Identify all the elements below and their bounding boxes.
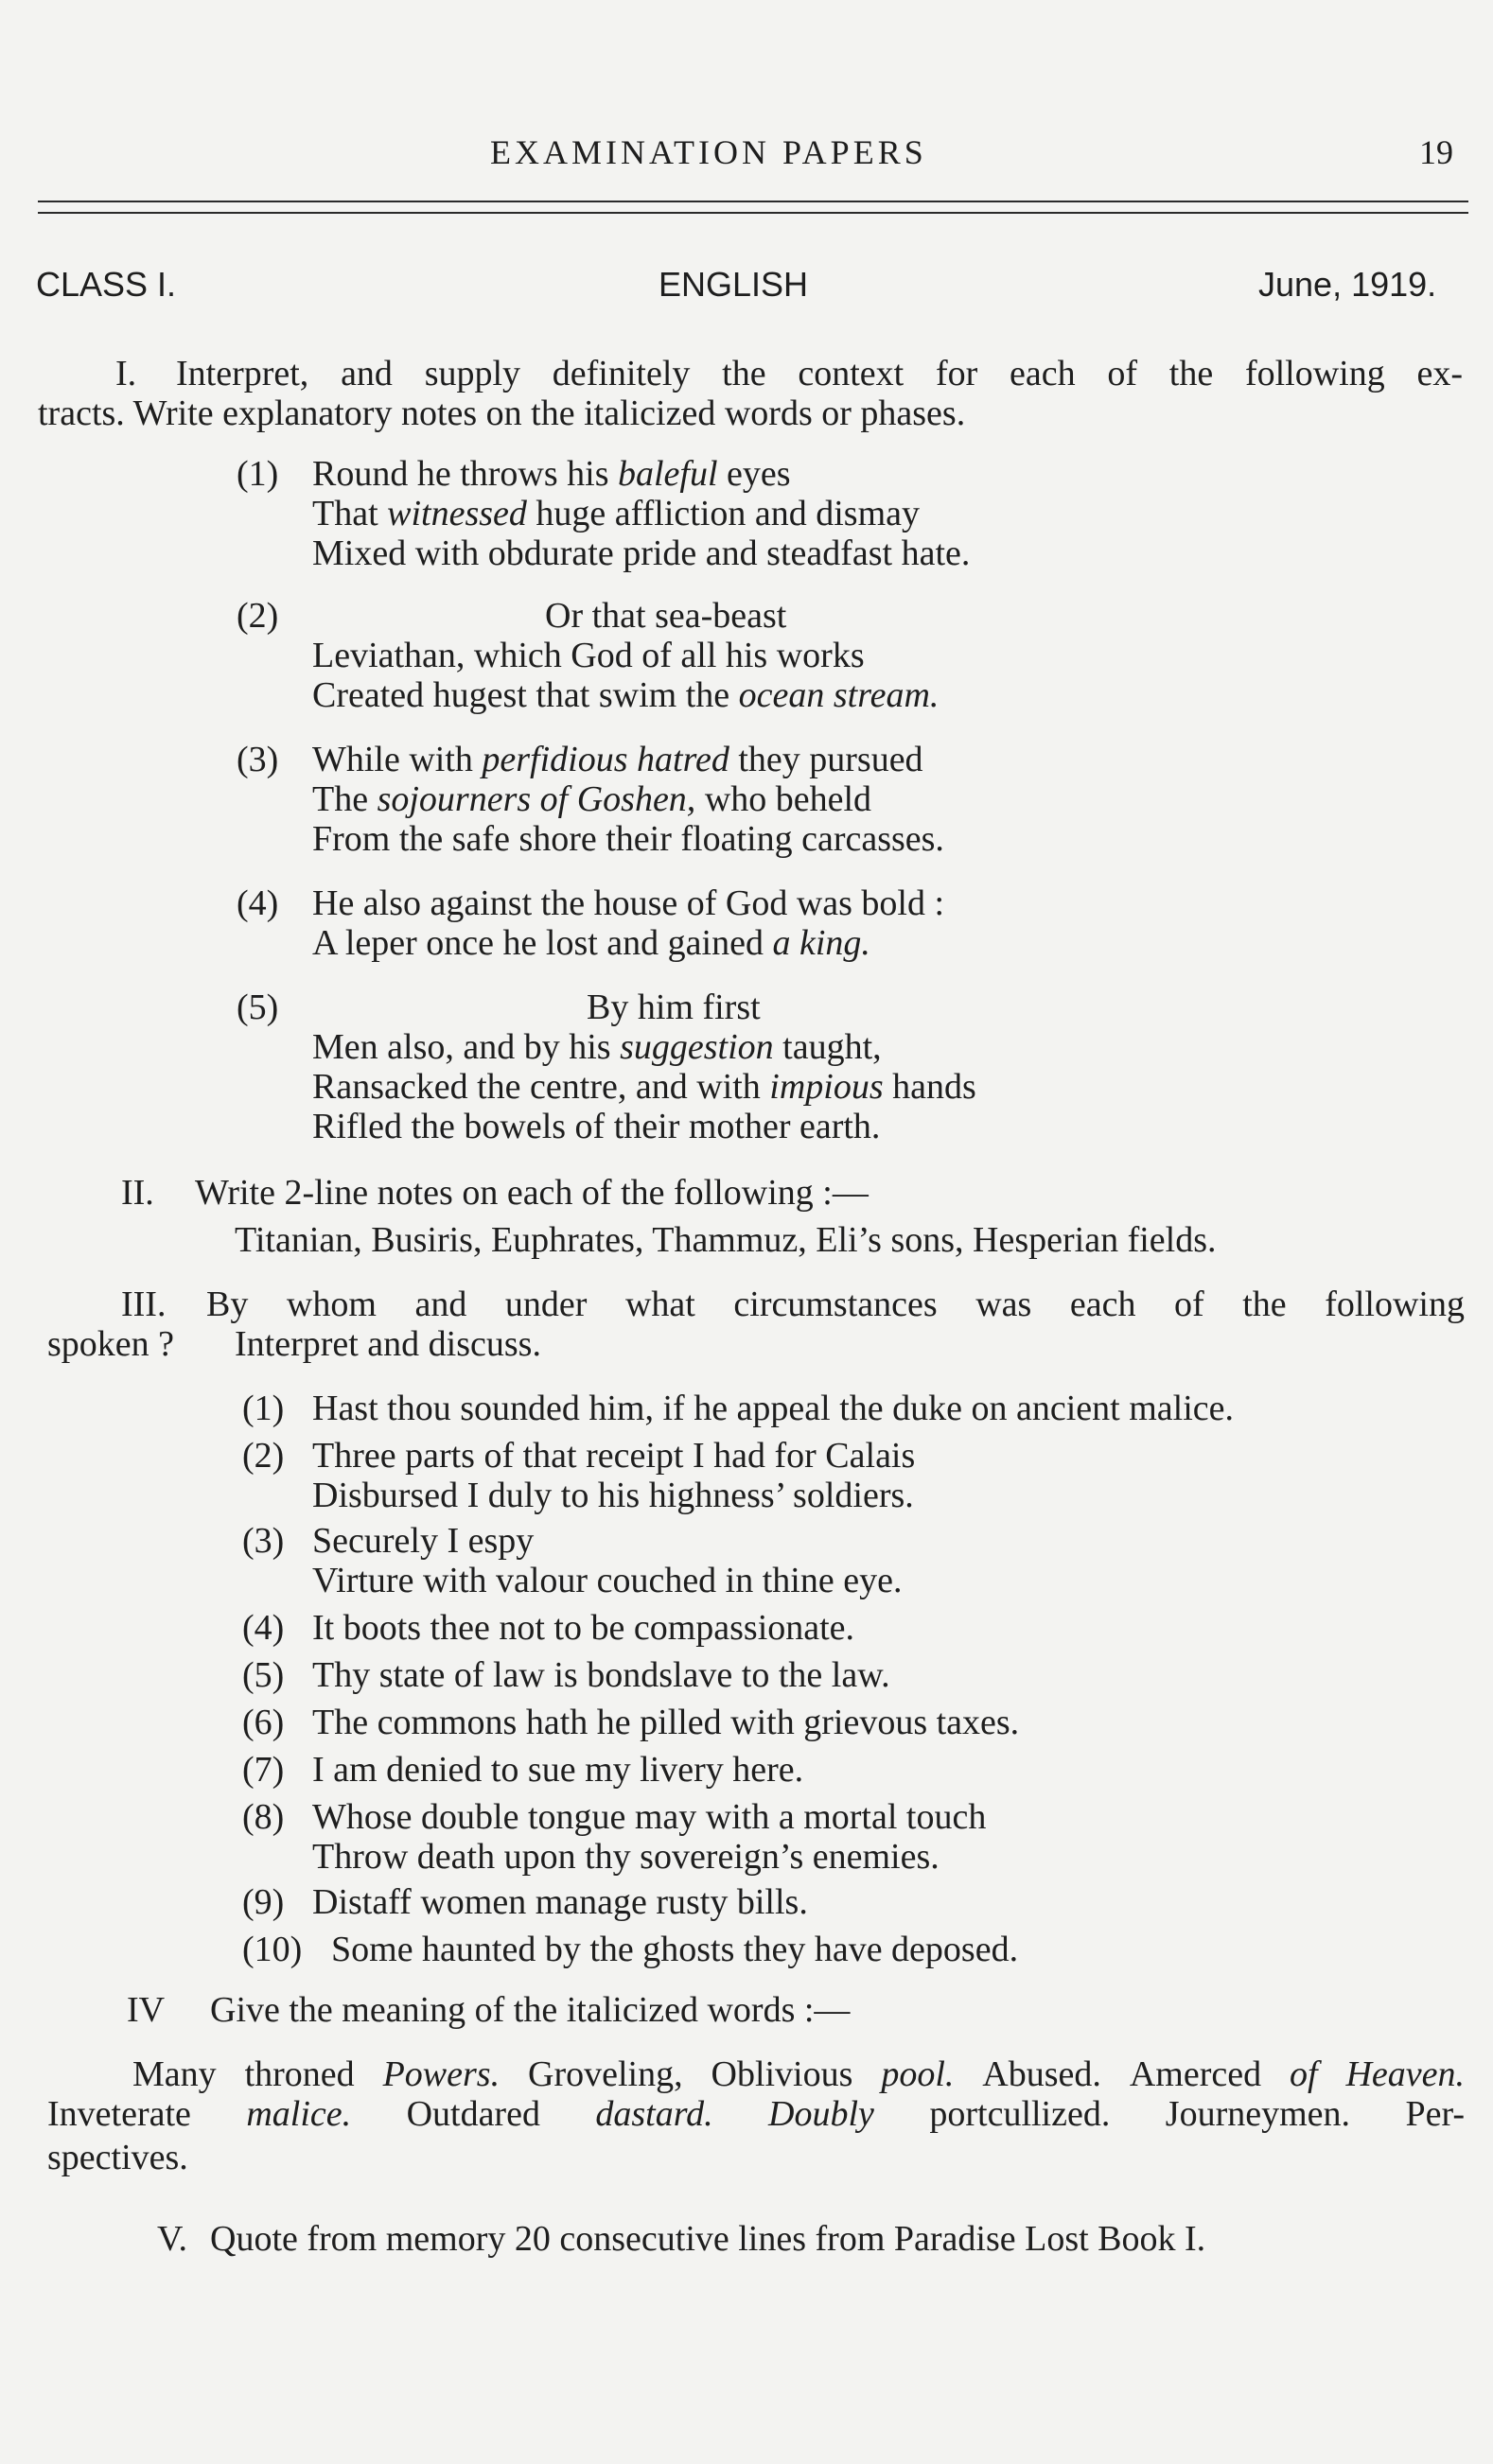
question-text: Interpret and discuss. [235,1324,541,1364]
italic-words-line [132,2054,1465,2094]
line-text: Journeymen. [1165,2094,1351,2134]
class-label: CLASS I. [36,265,177,304]
italic-word [1110,2094,1165,2134]
italic-word [1350,2094,1405,2134]
italic-word: a king. [772,923,870,963]
quoted-line: Distaff women manage rusty bills. [312,1882,808,1922]
question-text: Quote from memory 20 consecutive lines from Paradise Lost Book I. [210,2219,1206,2259]
verse-line [312,494,920,533]
extract-number: (1) [237,454,279,494]
quoted-line: The commons hath he pilled with grievous taxes. [312,1703,1020,1742]
italic-word: sojourners of Goshen, [377,779,696,819]
line-text: Inveterate [47,2094,191,2134]
question-text: Write 2-line notes on each of the following :— [195,1173,869,1213]
line-text: From the safe shore their floating carcasses. [312,819,944,859]
quoted-line: Virture with valour couched in thine eye. [312,1561,903,1600]
quoted-line: I am denied to sue my livery here. [312,1750,804,1790]
extract-number: (3) [237,740,279,779]
line-text: taught, [773,1027,882,1067]
line-text: spectives. [47,2138,188,2177]
italic-word: malice. [190,2094,407,2134]
question-number: II. [121,1173,154,1213]
line-text: they pursued [729,740,923,779]
verse-line [312,1067,976,1107]
page-number: 19 [1419,133,1453,171]
verse-line [312,454,791,494]
line-text: Abused. [982,2054,1101,2094]
question-text: Titanian, Busiris, Euphrates, Thammuz, Eli’s sons, Hesperian fields. [235,1220,1217,1260]
verse-line [545,596,786,636]
header-rule-bottom [38,212,1468,214]
running-header: EXAMINATION PAPERS [490,133,927,171]
quoted-line: Hast thou sounded him, if he appeal the duke on ancient malice. [312,1389,1234,1428]
line-text: Men also, and by his [312,1027,621,1067]
quoted-line: Thy state of law is bondslave to the law. [312,1655,890,1695]
verse-line [312,740,923,779]
line-text: The [312,779,378,819]
item-number: (3) [242,1521,285,1561]
question-number: IV [127,1990,166,2030]
quoted-line: Some haunted by the ghosts they have deposed. [331,1930,1019,1969]
extract-number: (5) [237,987,279,1027]
question-text: By whom and under what circumstances was each of the following [206,1284,1465,1324]
question-number: V. [157,2219,188,2259]
line-text: Ransacked the centre, and with [312,1067,770,1107]
question-text: Interpret, and supply definitely the context for each of the following ex- [176,354,1463,393]
verse-line [312,923,870,963]
italic-word: perfidious hatred [482,740,729,779]
line-text: Many throned [132,2054,355,2094]
question-number: I. [115,354,137,393]
italic-word: pool. [852,2054,983,2094]
line-text: portcullized. [929,2094,1111,2134]
line-text: hands [883,1067,976,1107]
subject-label: ENGLISH [659,265,809,304]
line-text: Rifled the bowels of their mother earth. [312,1107,881,1146]
verse-line [312,1107,880,1146]
line-text: A leper once he lost and gained [312,923,773,963]
italic-word [683,2054,711,2094]
verse-line [312,533,970,573]
verse-line [312,675,939,715]
item-number: (1) [242,1389,285,1428]
line-text: Round he throws his [312,454,618,494]
italic-word: impious [769,1067,884,1107]
item-number: (2) [242,1436,285,1476]
quoted-line: Whose double tongue may with a mortal touch [312,1797,987,1837]
italic-word: dastard. Doubly [539,2094,930,2134]
line-text: Oblivious [711,2054,853,2094]
italic-word: baleful [618,454,718,494]
question-number: III. [121,1284,167,1324]
line-text: That [312,494,388,533]
quoted-line: It boots thee not to be compassionate. [312,1608,855,1648]
item-number: (10) [242,1930,303,1969]
line-text: Mixed with obdurate pride and steadfast hate. [312,533,971,573]
question-text: tracts. Write explanatory notes on the italicized words or phases. [38,393,966,433]
item-number: (4) [242,1608,285,1648]
verse-line [312,779,871,819]
item-number: (6) [242,1703,285,1742]
line-text: eyes [717,454,791,494]
line-text: Created hugest that swim the [312,675,739,715]
item-number: (8) [242,1797,285,1837]
italic-word [1101,2054,1130,2094]
italic-word: witnessed [387,494,527,533]
extract-number: (2) [237,596,279,636]
item-number: (9) [242,1882,285,1922]
line-text: While with [312,740,483,779]
item-number: (5) [242,1655,285,1695]
quoted-line: Securely I espy [312,1521,535,1561]
italic-word: ocean stream. [738,675,940,715]
quoted-line: Disbursed I duly to his highness’ soldiers. [312,1476,914,1515]
line-text: Leviathan, which God of all his works [312,636,865,675]
italic-word: suggestion [620,1027,774,1067]
item-number: (7) [242,1750,285,1790]
italic-words-line [47,2138,188,2177]
italic-word: of Heaven. [1261,2054,1466,2094]
verse-line [312,819,944,859]
exam-date: June, 1919. [1258,265,1437,304]
question-text: spoken ? [47,1324,175,1364]
line-text: Groveling, [528,2054,683,2094]
verse-line [312,636,865,675]
line-text: By him first [587,987,761,1027]
quoted-line: Throw death upon thy sovereign’s enemies. [312,1837,940,1877]
italic-word: Powers. [354,2054,528,2094]
verse-line [312,883,944,923]
line-text: who beheld [695,779,872,819]
line-text: Or that sea-beast [545,596,787,636]
line-text: He also against the house of God was bold : [312,883,945,923]
question-text: Give the meaning of the italicized words :— [210,1990,851,2030]
line-text: Amerced [1129,2054,1262,2094]
line-text: Outdared [406,2094,540,2134]
line-text: Per- [1405,2094,1466,2134]
verse-line [312,1027,882,1067]
italic-words-line [47,2094,1465,2134]
extract-number: (4) [237,883,279,923]
line-text: huge affliction and dismay [526,494,921,533]
header-rule-top [38,201,1468,202]
quoted-line: Three parts of that receipt I had for Calais [312,1436,916,1476]
verse-line [587,987,761,1027]
